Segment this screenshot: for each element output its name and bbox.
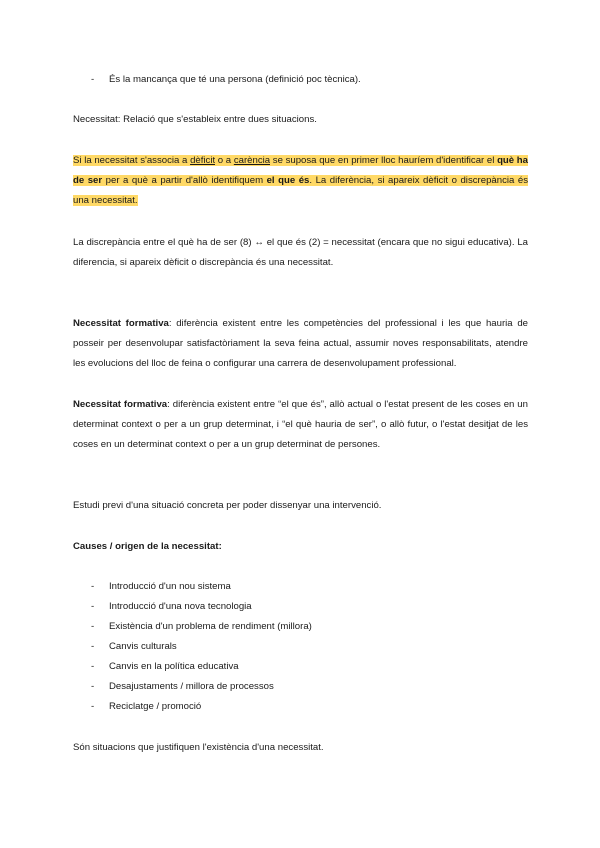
list-item xyxy=(73,617,312,637)
bullet-dash: - xyxy=(91,661,95,672)
bullet-dash: - xyxy=(91,641,95,652)
hl-part3: se suposa que en primer lloc hauríem d'identificar el xyxy=(270,155,498,166)
list-item xyxy=(73,657,312,677)
hl-part4: per a què a partir d'allò identifiquem xyxy=(102,175,267,186)
hl-bold-el-que-es: el que és xyxy=(266,175,310,186)
cause-text: Reciclatge / promoció xyxy=(109,701,202,712)
formativa-label: Necessitat formativa xyxy=(73,318,169,329)
cause-text: Introducció d'un nou sistema xyxy=(109,581,231,592)
formativa-text: : diferència existent entre “el que és”, allò actual o l'estat present de les coses en un determinat context o per a un grup determinat, i “el què hauria de ser”, o allò futur, o l'estat desitjat de les coses en un determinat context o per a un grup determinat de persones. xyxy=(73,399,528,450)
list-item xyxy=(73,577,312,597)
necessitat-definition: Necessitat: Relació que s'estableix entre dues situacions. xyxy=(73,114,317,125)
bullet-dash: - xyxy=(91,581,95,592)
list-item xyxy=(73,637,312,657)
list-item xyxy=(73,597,312,617)
cause-text: Introducció d'una nova tecnologia xyxy=(109,601,252,612)
causes-list xyxy=(73,577,312,717)
list-item xyxy=(73,697,312,717)
cause-text: Canvis en la política educativa xyxy=(109,661,239,672)
list-item xyxy=(73,677,312,697)
hl-part2: o a xyxy=(215,155,234,166)
closing-sentence: Són situacions que justifiquen l'existència d'una necessitat. xyxy=(73,742,324,753)
bullet-dash: - xyxy=(91,74,95,85)
causes-heading: Causes / origen de la necessitat: xyxy=(73,541,222,552)
formativa-paragraph-2 xyxy=(73,395,528,455)
hl-carencia: carència xyxy=(233,155,271,166)
cause-text: Desajustaments / millora de processos xyxy=(109,681,274,692)
top-bullet-list xyxy=(73,70,361,90)
formativa-label: Necessitat formativa xyxy=(73,399,168,410)
hl-part1: Si la necessitat s'associa a xyxy=(73,155,191,166)
hl-deficit: dèficit xyxy=(190,155,216,166)
formativa-text: : diferència existent entre les competències del professional i les que hauria de posseir per desenvolupar satisfactòriament la seva feina actual, assumir noves responsabilitats, atendre les evolucions del lloc de feina o configurar una carrera de desenvolupament professional. xyxy=(73,318,528,369)
discrepancia-paragraph: La discrepància entre el què ha de ser (8) ↔ el que és (2) = necessitat (encara que no sigui educativa). La diferencia, si apareix dèficit o discrepància és una necessitat. xyxy=(73,237,528,268)
list-item xyxy=(73,70,361,90)
estudi-previ: Estudi previ d'una situació concreta per poder dissenyar una intervenció. xyxy=(73,500,382,511)
bullet-dash: - xyxy=(91,681,95,692)
hl-part5: . La diferència, si apareix dèficit o discrepància és una necessitat. xyxy=(73,175,528,206)
bullet-dash: - xyxy=(91,621,95,632)
bullet-dash: - xyxy=(91,601,95,612)
highlighted-paragraph xyxy=(73,151,528,211)
bullet-text: És la mancança que té una persona (definició poc tècnica). xyxy=(109,74,361,85)
hl-bold-que-ha-de-ser: què ha de ser xyxy=(73,155,528,186)
bullet-dash: - xyxy=(91,701,95,712)
cause-text: Canvis culturals xyxy=(109,641,177,652)
cause-text: Existència d'un problema de rendiment (millora) xyxy=(109,621,312,632)
formativa-paragraph-1 xyxy=(73,314,528,374)
